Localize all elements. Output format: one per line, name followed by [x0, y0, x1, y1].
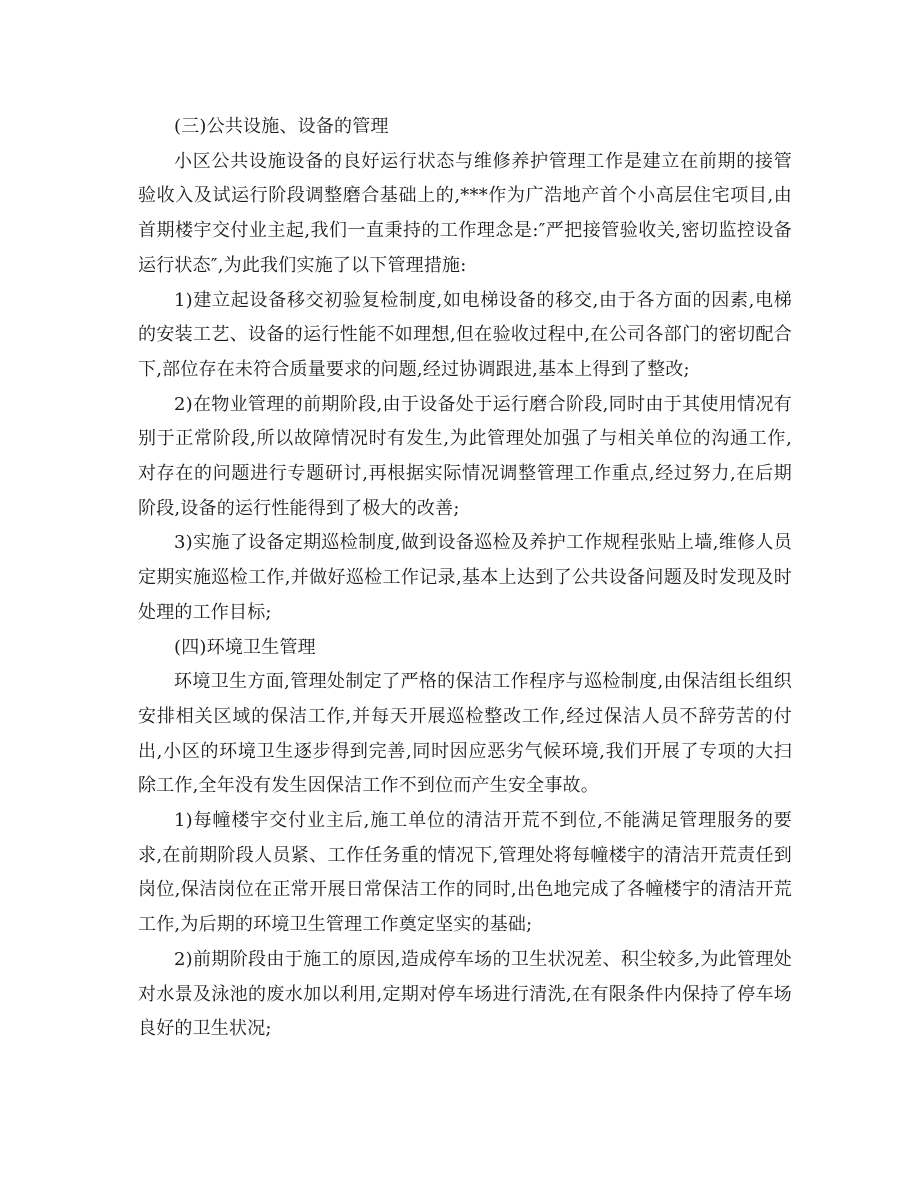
paragraph-facilities-item-2: 2)在物业管理的前期阶段,由于设备处于运行磨合阶段,同时由于其使用情况有别于正常阶段,所以故障情况时有发生,为此管理处加强了与相关单位的沟通工作,对存在的问题进行专题研讨,再根据实际情况调整管理工作重点,经过努力,在后期阶段,设备的运行性能得到了极大的改善; — [138, 393, 792, 519]
document-page — [138, 110, 792, 1047]
paragraph-sanitation-item-2: 2)前期阶段由于施工的原因,造成停车场的卫生状况差、积尘较多,为此管理处对水景及泳池的废水加以利用,定期对停车场进行清洗,在有限条件内保持了停车场良好的卫生状况; — [138, 948, 792, 1040]
paragraph-facilities-intro: 小区公共设施设备的良好运行状态与维修养护管理工作是建立在前期的接管验收入及试运行阶段调整磨合基础上的,***作为广浩地产首个小高层住宅项目,由首期楼宇交付业主起,我们一直秉持的工作理念是:″严把接管验收关,密切监控设备运行状态″,为此我们实施了以下管理措施: — [138, 150, 792, 276]
paragraph-facilities-item-1: 1)建立起设备移交初验复检制度,如电梯设备的移交,由于各方面的因素,电梯的安装工艺、设备的运行性能不如理想,但在验收过程中,在公司各部门的密切配合下,部位存在未符合质量要求的问题,经过协调跟进,基本上得到了整改; — [138, 289, 792, 380]
paragraph-sanitation-intro: 环境卫生方面,管理处制定了严格的保洁工作程序与巡检制度,由保洁组长组织安排相关区域的保洁工作,并每天开展巡检整改工作,经过保洁人员不辞劳苦的付出,小区的环境卫生逐步得到完善,同时因应恶劣气候环境,我们开展了专项的大扫除工作,全年没有发生因保洁工作不到位而产生安全事故。 — [138, 671, 792, 797]
section-heading-sanitation: (四)环境卫生管理 — [174, 636, 316, 658]
paragraph-facilities-item-3: 3)实施了设备定期巡检制度,做到设备巡检及养护工作规程张贴上墙,维修人员定期实施巡检工作,并做好巡检工作记录,基本上达到了公共设备问题及时发现及时处理的工作目标; — [138, 532, 792, 623]
paragraph-sanitation-item-1: 1)每幢楼宇交付业主后,施工单位的清洁开荒不到位,不能满足管理服务的要求,在前期阶段人员紧、工作任务重的情况下,管理处将每幢楼宇的清洁开荒责任到岗位,保洁岗位在正常开展日常保洁工作的同时,出色地完成了各幢楼宇的清洁开荒工作,为后期的环境卫生管理工作奠定坚实的基础; — [138, 810, 792, 936]
section-heading-facilities: (三)公共设施、设备的管理 — [174, 116, 389, 137]
